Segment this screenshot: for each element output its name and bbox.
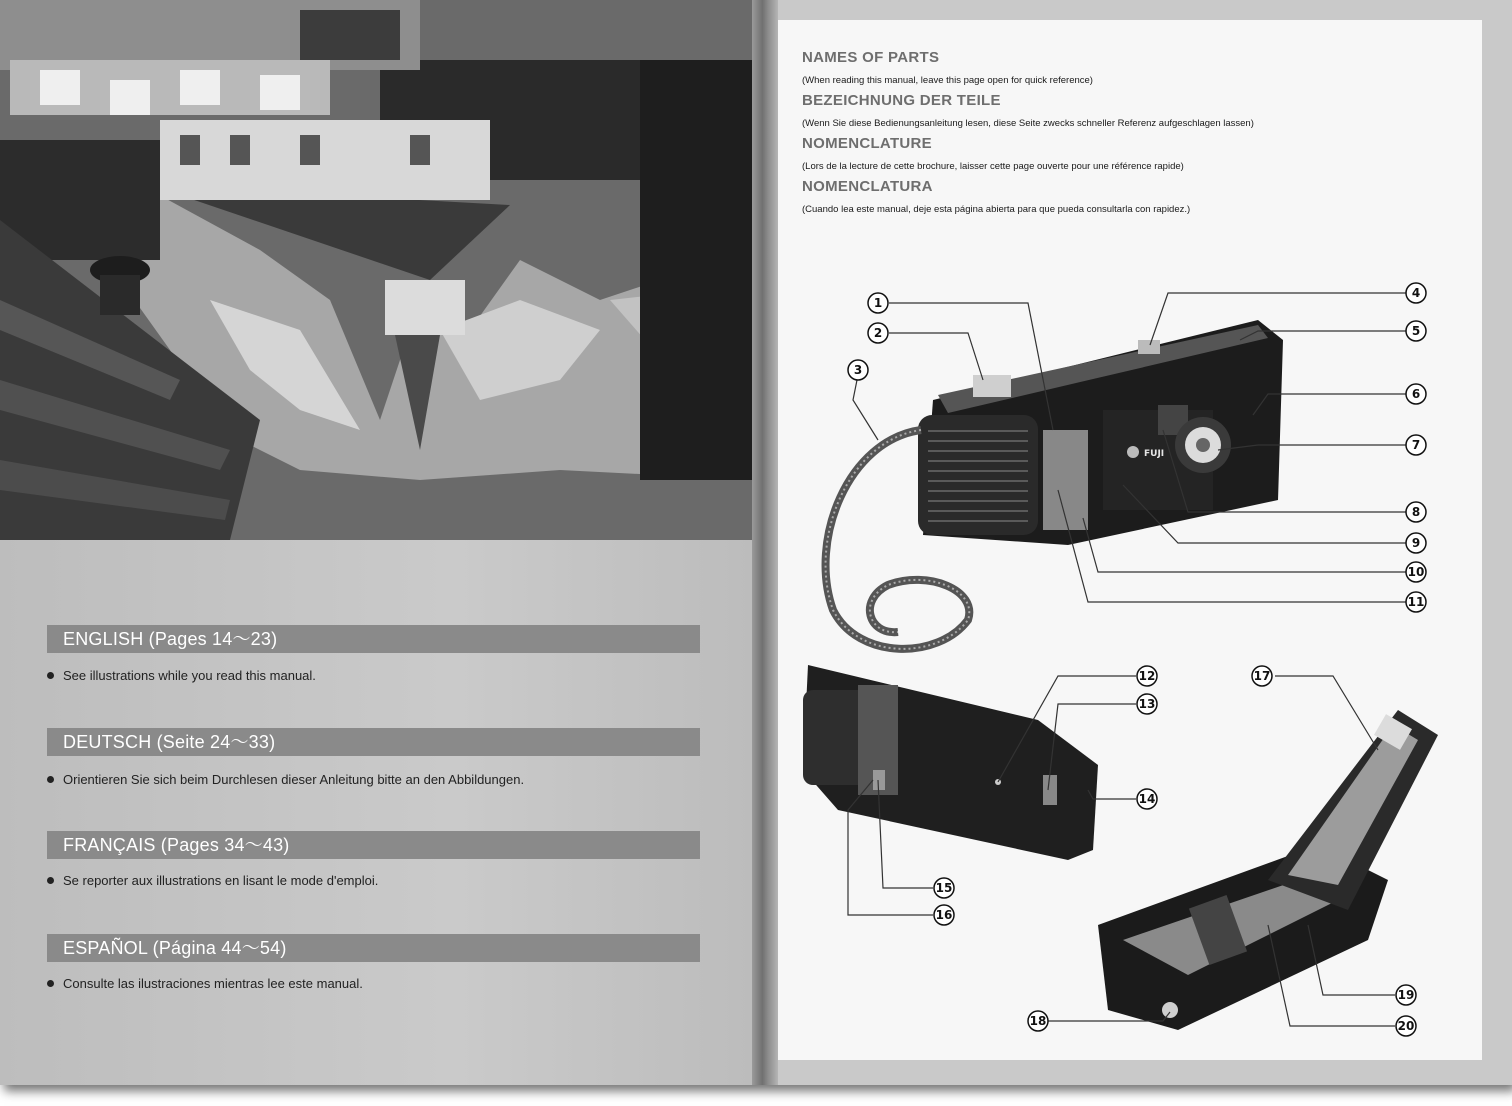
callout-11 (1406, 592, 1426, 612)
bullet-icon (47, 980, 54, 987)
callout-13 (1137, 694, 1157, 714)
photo-illustration (0, 0, 757, 540)
names-of-parts-title: NAMES OF PARTS (802, 49, 940, 66)
svg-text:14: 14 (1138, 792, 1156, 806)
callout-1 (868, 293, 888, 313)
callout-4 (1406, 283, 1426, 303)
svg-text:15: 15 (935, 881, 953, 895)
callout-10 (1406, 562, 1426, 582)
svg-text:16: 16 (935, 908, 953, 922)
brand-label: FUJI (1144, 449, 1165, 459)
bezeichnung-subtitle: (Wenn Sie diese Bedienungsanleitung lesen, diese Seite zwecks schneller Referenz aufgeschlagen lassen) (802, 118, 1254, 129)
callout-19 (1396, 985, 1416, 1005)
svg-text:17: 17 (1253, 669, 1271, 683)
svg-text:6: 6 (1411, 387, 1421, 401)
svg-text:19: 19 (1397, 988, 1415, 1002)
callout-3 (848, 360, 868, 380)
bullet-icon (47, 877, 54, 884)
nomenclatura-subtitle: (Cuando lea este manual, deje esta página abierta para que pueda consultarla con rapidez.) (802, 204, 1191, 215)
language-bar-deutsch: DEUTSCH (Seite 24〜33) (47, 728, 700, 756)
callout-12 (1137, 666, 1157, 686)
alpine-village-photo (0, 0, 757, 540)
front-panel (1043, 430, 1088, 530)
callout-14 (1137, 789, 1157, 809)
callout-20 (1396, 1016, 1416, 1036)
svg-text:4: 4 (1411, 286, 1421, 300)
callout-8 (1406, 502, 1426, 522)
language-note-english: See illustrations while you read this manual. (47, 668, 316, 683)
nomenclatura-title: NOMENCLATURA (802, 178, 933, 195)
tripod-socket (873, 770, 885, 790)
callout-16 (934, 905, 954, 925)
svg-text:18: 18 (1029, 1014, 1047, 1028)
camera-back-view (803, 665, 1098, 860)
language-bar-english: ENGLISH (Pages 14〜23) (47, 625, 700, 653)
camera-parts-diagram (778, 20, 1482, 1060)
svg-text:5: 5 (1411, 324, 1421, 338)
bezeichnung-title: BEZEICHNUNG DER TEILE (802, 92, 1001, 109)
svg-text:11: 11 (1407, 595, 1425, 609)
callout-9 (1406, 533, 1426, 553)
shutter-button (1138, 340, 1160, 354)
camera-grip (918, 415, 1038, 535)
nomenclature-subtitle: (Lors de la lecture de cette brochure, laisser cette page ouverte pour une référence rapide) (802, 161, 1184, 172)
callout-15 (934, 878, 954, 898)
svg-text:9: 9 (1411, 536, 1421, 550)
svg-text:10: 10 (1407, 565, 1425, 579)
callout-18 (1028, 1011, 1048, 1031)
svg-text:2: 2 (873, 326, 883, 340)
language-note-deutsch: Orientieren Sie sich beim Durchlesen dieser Anleitung bitte an den Abbildungen. (47, 772, 524, 787)
nomenclature-title: NOMENCLATURE (802, 135, 932, 152)
viewfinder-window (973, 375, 1011, 397)
bullet-icon (47, 776, 54, 783)
svg-text:7: 7 (1411, 438, 1421, 452)
language-bar-espanol: ESPAÑOL (Página 44〜54) (47, 934, 700, 962)
language-bar-francais: FRANÇAIS (Pages 34〜43) (47, 831, 700, 859)
svg-text:13: 13 (1138, 697, 1156, 711)
svg-text:20: 20 (1397, 1019, 1415, 1033)
callout-6 (1406, 384, 1426, 404)
svg-text:3: 3 (853, 363, 863, 377)
right-page (778, 20, 1482, 1060)
svg-text:12: 12 (1138, 669, 1156, 683)
callout-17 (1252, 666, 1272, 686)
latch (1162, 1002, 1178, 1018)
camera-front-view (826, 320, 1283, 649)
names-of-parts-subtitle: (When reading this manual, leave this page open for quick reference) (802, 75, 1093, 86)
bullet-icon (47, 672, 54, 679)
language-note-espanol: Consulte las ilustraciones mientras lee este manual. (47, 976, 363, 991)
callout-5 (1406, 321, 1426, 341)
page-gutter (752, 0, 778, 1085)
callout-7 (1406, 435, 1426, 455)
camera-open-view (1098, 710, 1438, 1030)
left-page (0, 0, 757, 1085)
svg-text:8: 8 (1411, 505, 1421, 519)
language-note-francais: Se reporter aux illustrations en lisant le mode d'emploi. (47, 873, 378, 888)
counter-window (1043, 775, 1057, 805)
svg-text:1: 1 (873, 296, 883, 310)
callout-2 (868, 323, 888, 343)
